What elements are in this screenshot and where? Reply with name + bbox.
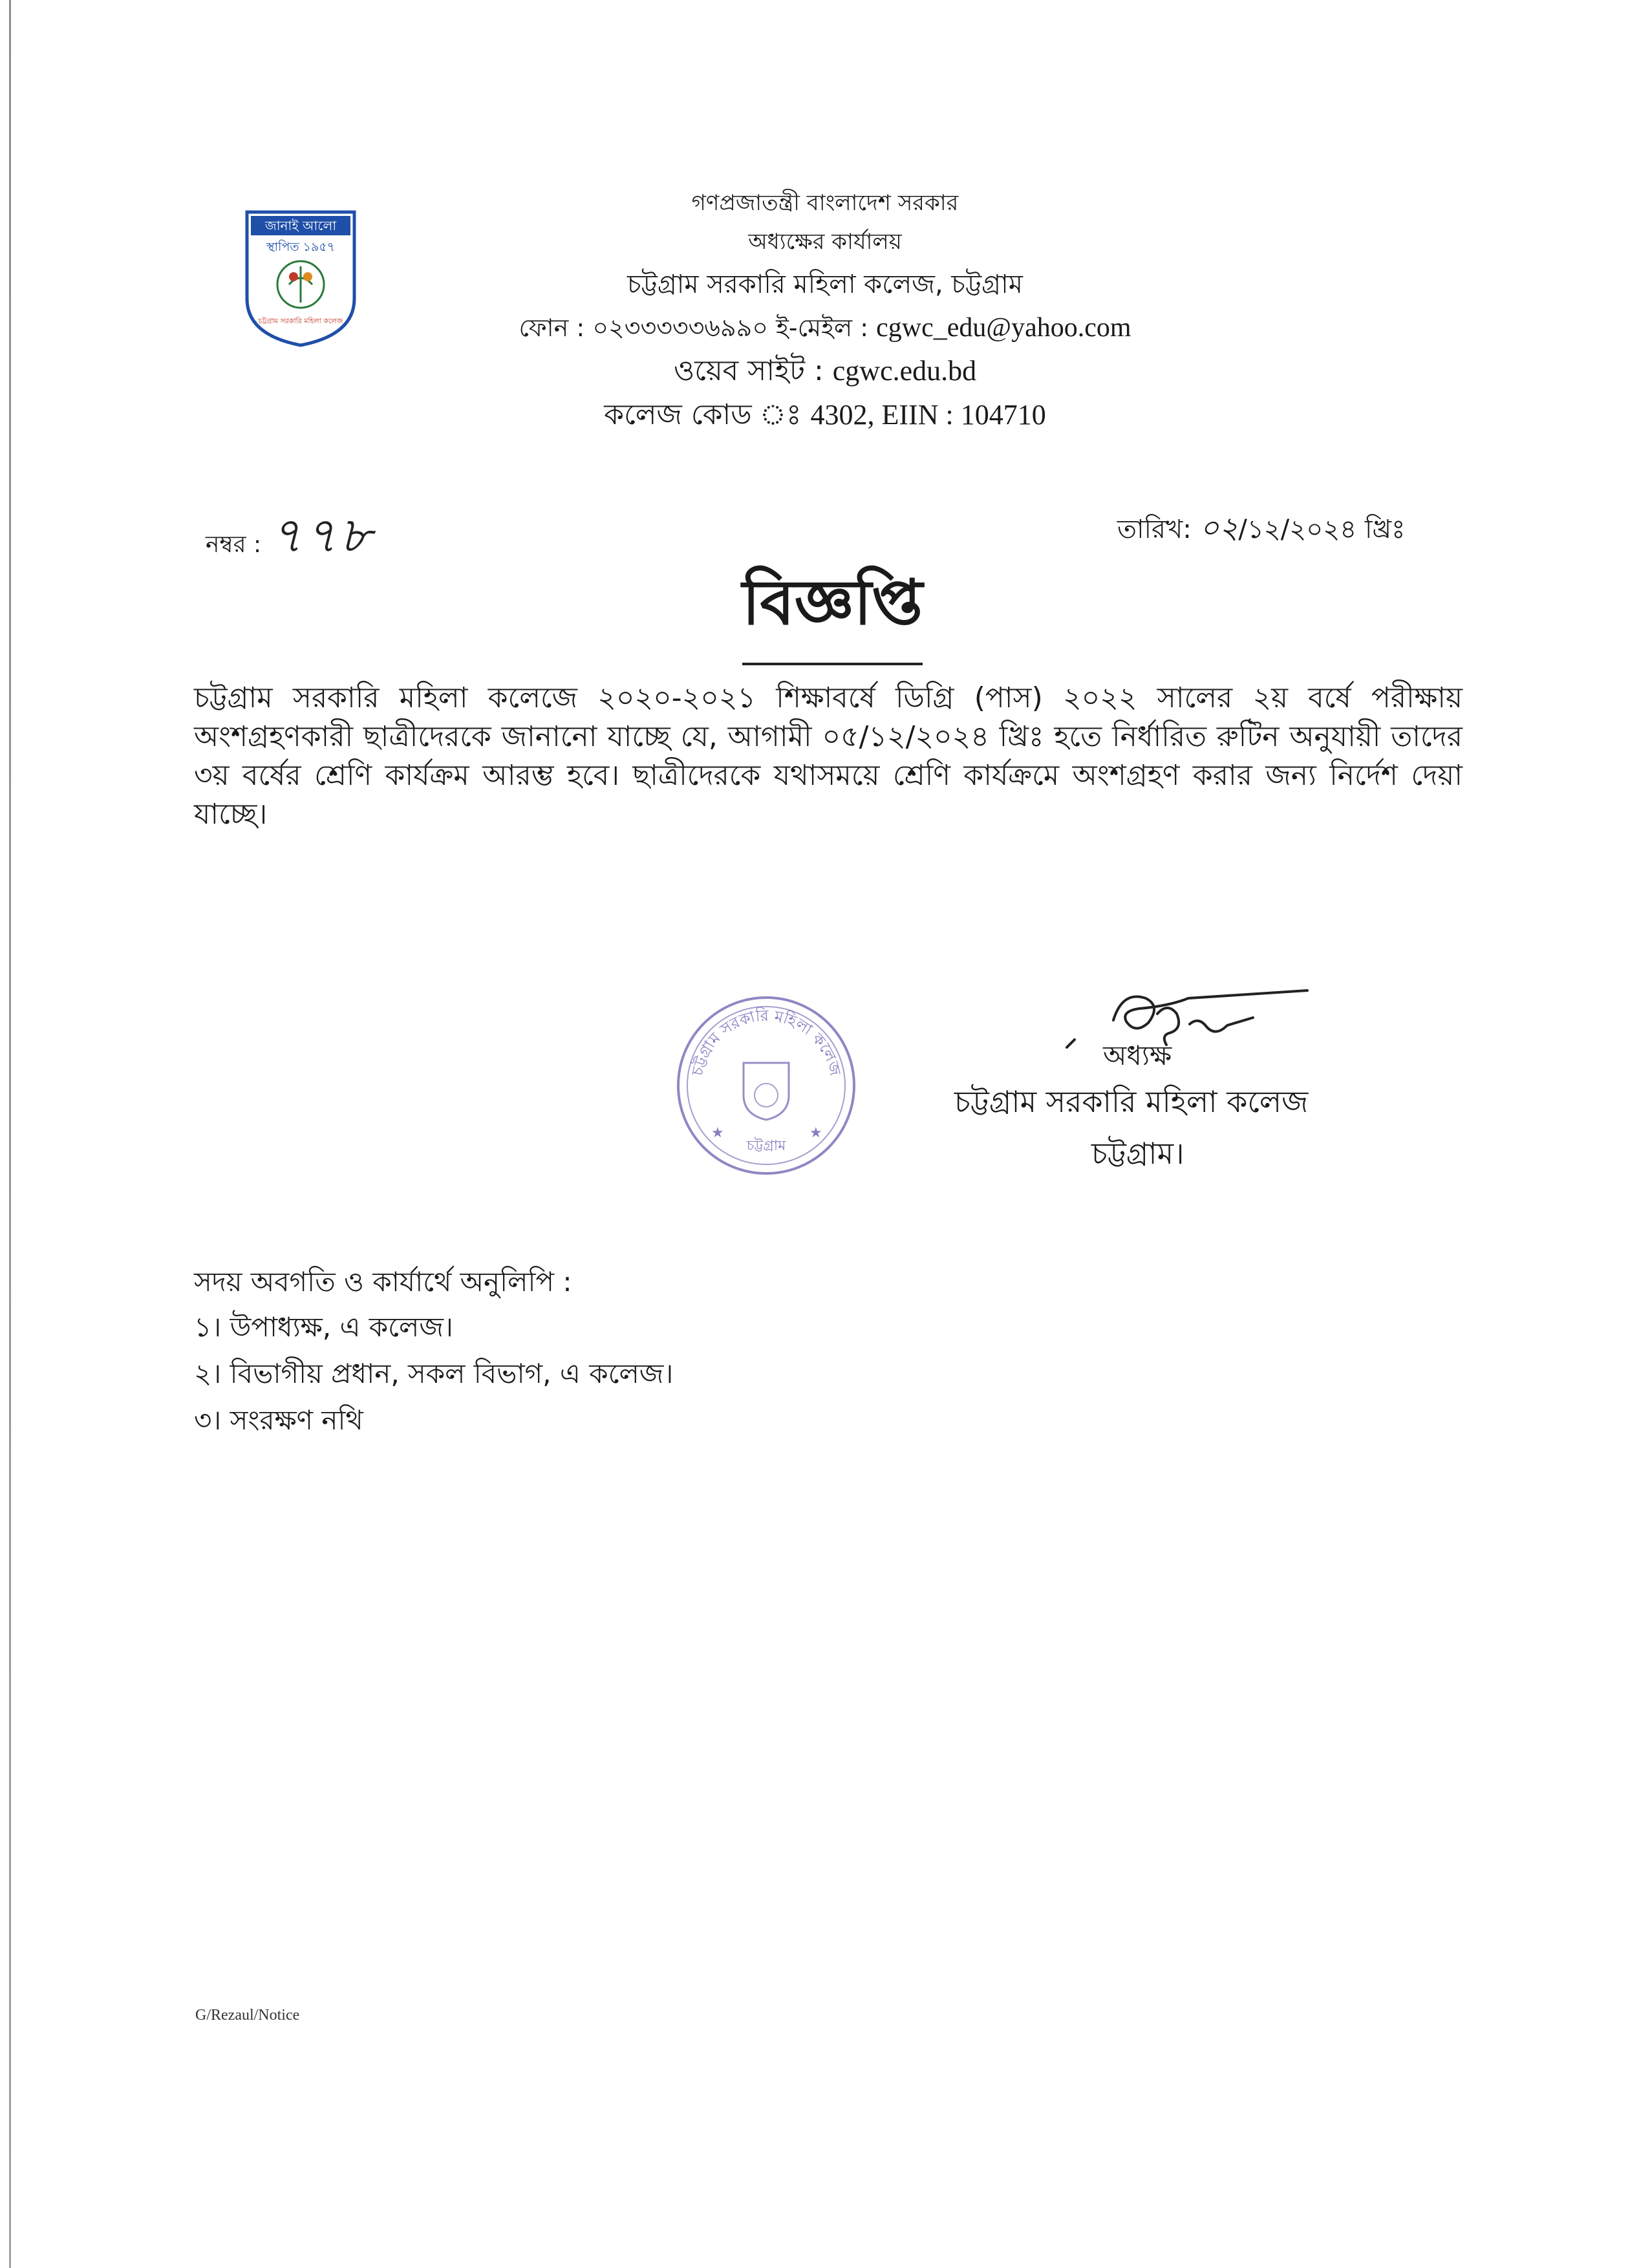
seal-text: চট্টগ্রাম সরকারি মহিলা কলেজ [688,1006,844,1078]
logo-established: স্থাপিত ১৯৫৭ [266,240,336,254]
notice-body: চট্টগ্রাম সরকারি মহিলা কলেজে ২০২০-২০২১ শিক্ষাবর্ষে ডিগ্রি (পাস) ২০২২ সালের ২য় বর্ষে পরীক্ষায় অংশগ্রহণকারী ছাত্রীদেরকে জানানো যাচ্ছে যে, আগামী ০৫/১২/২০২৪ খ্রিঃ হতে নির্ধারিত রুটিন অনুযায়ী তাদের ৩য় বর্ষের শ্রেণি কার্যক্রম আরম্ভ হবে। ছাত্রীদেরকে যথাসময়ে শ্রেণি কার্যক্রমে অংশগ্রহণ করার জন্য নির্দেশ দেয়া যাচ্ছে। [194,681,1462,831]
notice-title: বিজ্ঞপ্তি [742,555,923,665]
memo-number-label: নম্বর : [206,531,262,558]
website-line [0,349,1650,396]
office-heading: অধ্যক্ষের কার্যালয় [748,229,902,255]
memo-date-label: তারিখ: [1117,515,1192,544]
college-code-label: কলেজ কোড ঃ [604,398,811,431]
seal-icon [672,992,860,1179]
memo-number [206,498,374,580]
contact-line [0,309,1650,350]
memo-date-rest: /১২/২০২৪ খ্রিঃ [1238,515,1406,544]
signatory-city: চট্টগ্রাম। [1091,1136,1184,1171]
memo-number-value: ৭৭৮ [270,506,374,564]
govt-heading: গণপ্রজাতন্ত্রী বাংলাদেশ সরকার [691,190,959,216]
college-code-value: 4302, EIIN : 104710 [810,399,1046,431]
copies-heading: সদয় অবগতি ও কার্যার্থে অনুলিপি : [194,1266,572,1298]
memo-date [1117,506,1406,555]
college-heading: চট্টগ্রাম সরকারি মহিলা কলেজ, চট্টগ্রাম [627,270,1023,299]
footer-reference: G/Rezaul/Notice [195,2007,300,2024]
svg-text:★: ★ [711,1125,724,1141]
signatory-college: চট্টগ্রাম সরকারি মহিলা কলেজ [954,1084,1309,1119]
logo-caption: চট্টগ্রাম সরকারি মহিলা কলেজ [258,317,343,325]
svg-text:★: ★ [809,1125,822,1141]
website-url: cgwc.edu.bd [832,355,977,387]
college-code-line [0,393,1650,440]
website-label: ওয়েব সাইট : [673,354,833,387]
signature [1060,975,1312,1072]
memo-date-day: ০২ [1199,510,1239,545]
copy-item: ১। উপাধ্যক্ষ, এ কলেজ। [194,1311,453,1343]
email-address: cgwc_edu@yahoo.com [876,313,1131,343]
logo-motto: জানাই আলো [264,218,337,233]
signature-icon [1060,975,1312,1072]
signatory-title: অধ্যক্ষ [1103,1040,1172,1071]
copy-item: ২। বিভাগীয় প্রধান, সকল বিভাগ, এ কলেজ। [194,1358,674,1389]
phone-label: ফোন : [519,314,593,342]
seal-city: চট্টগ্রাম [746,1138,786,1154]
official-seal [672,992,860,1179]
phone-number: ০২৩৩৩৩৩৬৯৯০ [592,314,769,342]
email-label: ই-মেইল : [768,314,877,342]
copy-item: ৩। সংরক্ষণ নথি [194,1404,363,1436]
